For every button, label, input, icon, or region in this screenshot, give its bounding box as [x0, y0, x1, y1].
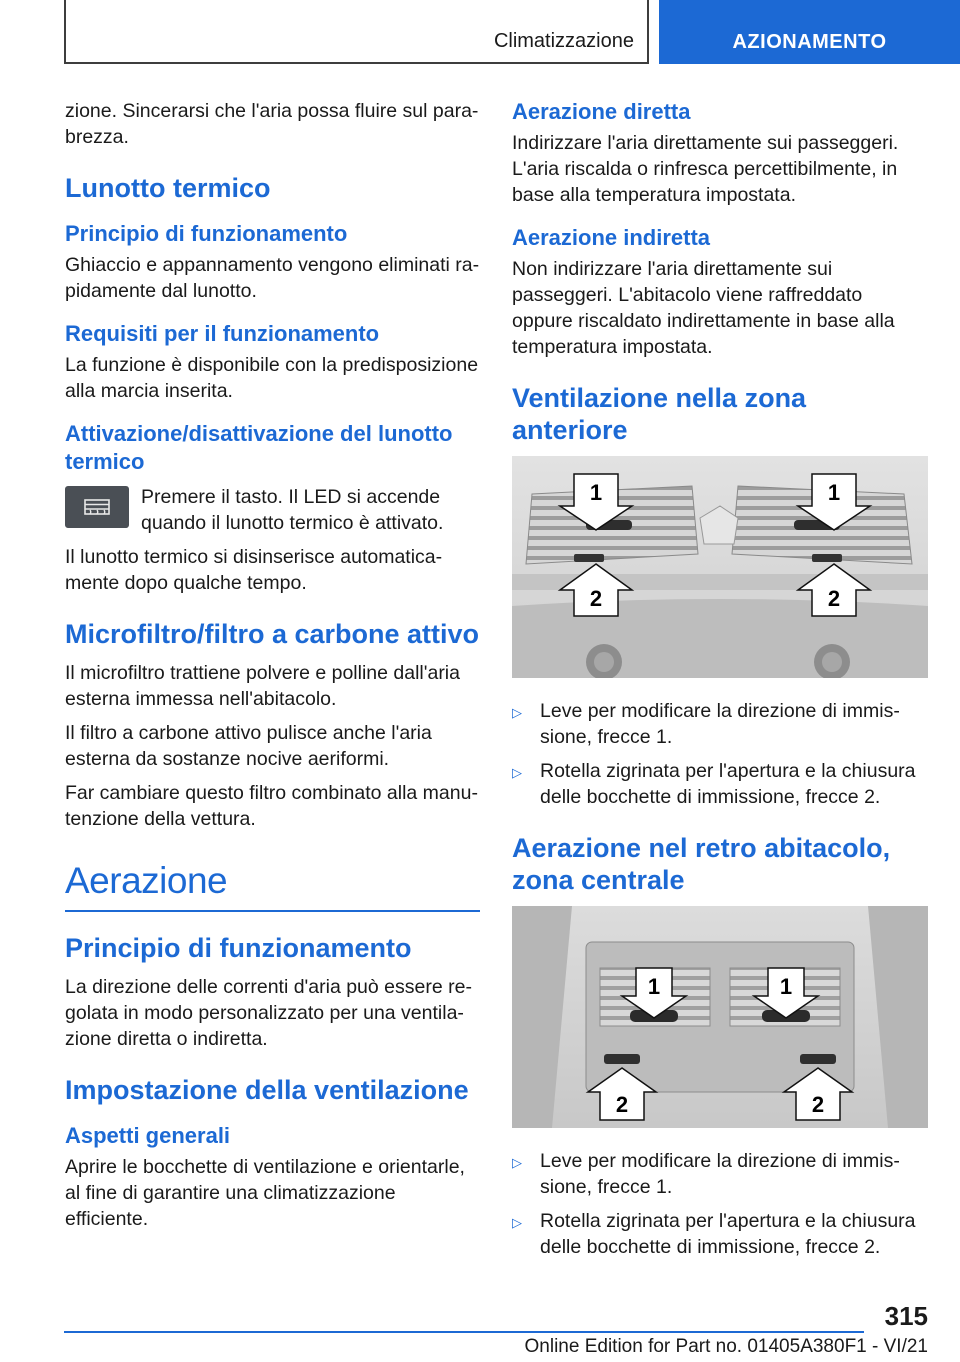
- left-column: [65, 98, 480, 1240]
- rear-vents-photo: [512, 906, 928, 1128]
- callout-1-right: 1: [827, 480, 841, 505]
- microfiltro-text-3: Far cambiare questo filtro combinato alla manutenzione della vettura.: [65, 782, 478, 830]
- diretta-heading: Aerazione diretta: [512, 99, 691, 124]
- attivazione-heading: Attivazione/disattivazione del lunotto termico: [65, 421, 453, 474]
- aerazione-heading: Aerazione: [65, 860, 480, 912]
- microfiltro-text-2: Il filtro a carbone attivo pulisce anche l'aria esterna da sostanze nocive aeriformi.: [65, 722, 432, 770]
- defrost-button-row: [65, 484, 480, 536]
- aer-principio-heading: Principio di funzionamento: [65, 933, 412, 963]
- list-item: [512, 758, 928, 810]
- anteriore-list: [512, 698, 928, 810]
- principio-heading: Principio di funzionamento: [65, 221, 348, 246]
- retro-list: [512, 1148, 928, 1260]
- callout-2-left: 2: [589, 586, 603, 611]
- list-item: [512, 1148, 928, 1200]
- diretta-text: Indirizzare l'aria direttamente sui passeggeri. L'aria riscalda o rinfresca percettibilmente, in base alla temperatura impostata.: [512, 132, 899, 206]
- callout-2-right: 2: [811, 1092, 825, 1117]
- footer-rule: [64, 1331, 864, 1333]
- requisiti-heading: Requisiti per il funzionamento: [65, 321, 380, 346]
- callout-2-right: 2: [827, 586, 841, 611]
- list-item-text: Leve per modificare la direzione di immissione, frecce 1.: [540, 700, 900, 748]
- triangle-right-icon: ▷: [512, 1215, 522, 1230]
- page-number: 315: [884, 1301, 928, 1331]
- callout-2-left: 2: [615, 1092, 629, 1117]
- intro-text: zione. Sincerarsi che l'aria possa fluire sul parabrezza.: [65, 100, 479, 148]
- callout-1-left: 1: [647, 974, 661, 999]
- front-vents-photo: [512, 456, 928, 678]
- list-item-text: Rotella zigrinata per l'apertura e la chiusura delle bocchette di immissione, frecce 2.: [540, 760, 916, 808]
- requisiti-text: La funzione è disponibile con la predisposizione alla marcia inserita.: [65, 354, 479, 402]
- list-item: [512, 698, 928, 750]
- footer-edition: Online Edition for Part no. 01405A380F1 - VI/21: [524, 1336, 928, 1357]
- microfiltro-text-1: Il microfiltro trattiene polvere e polline dall'aria esterna immessa nell'abitacolo.: [65, 662, 460, 710]
- list-item-text: Leve per modificare la direzione di immissione, frecce 1.: [540, 1150, 900, 1198]
- aspetti-heading: Aspetti generali: [65, 1123, 231, 1148]
- rear-window-defrost-icon: [65, 486, 129, 528]
- list-item-text: Rotella zigrinata per l'apertura e la chiusura delle bocchette di immissione, frecce 2.: [540, 1210, 916, 1258]
- aspetti-text: Aprire le bocchette di ventilazione e orientarle, al fine di garantire una climatizzazione efficiente.: [65, 1156, 465, 1230]
- header-section-title: Climatizzazione: [493, 30, 634, 52]
- attivazione-text-2: Il lunotto termico si disinserisce automaticamente dopo qualche tempo.: [65, 546, 443, 594]
- triangle-right-icon: ▷: [512, 1155, 522, 1170]
- lunotto-heading: Lunotto termico: [65, 173, 271, 203]
- indiretta-heading: Aerazione indiretta: [512, 225, 711, 250]
- indiretta-text: Non indirizzare l'aria direttamente sui passeggeri. L'abitacolo viene raffreddato oppure riscaldato indirettamente in base alla temperatura impostata.: [512, 258, 895, 358]
- right-column: [512, 98, 928, 1268]
- principio-text: Ghiaccio e appannamento vengono eliminati rapidamente dal lunotto.: [65, 254, 480, 302]
- list-item: [512, 1208, 928, 1260]
- header-tab-azionamento[interactable]: AZIONAMENTO: [659, 0, 960, 64]
- anteriore-heading: Ventilazione nella zona anteriore: [512, 383, 807, 445]
- callout-1-left: 1: [589, 480, 603, 505]
- triangle-right-icon: ▷: [512, 765, 522, 780]
- aer-principio-text: La direzione delle correnti d'aria può essere regolata in modo personalizzato per una ventilazione diretta o indiretta.: [65, 976, 472, 1050]
- impostazione-heading: Impostazione della ventilazione: [65, 1075, 469, 1105]
- retro-heading: Aerazione nel retro abitacolo, zona centrale: [512, 833, 891, 895]
- microfiltro-heading: Microfiltro/filtro a carbone attivo: [65, 619, 480, 649]
- callout-1-right: 1: [779, 974, 793, 999]
- attivazione-text: Premere il tasto. Il LED si accende quando il lunotto termico è attivato.: [141, 486, 444, 534]
- triangle-right-icon: ▷: [512, 705, 522, 720]
